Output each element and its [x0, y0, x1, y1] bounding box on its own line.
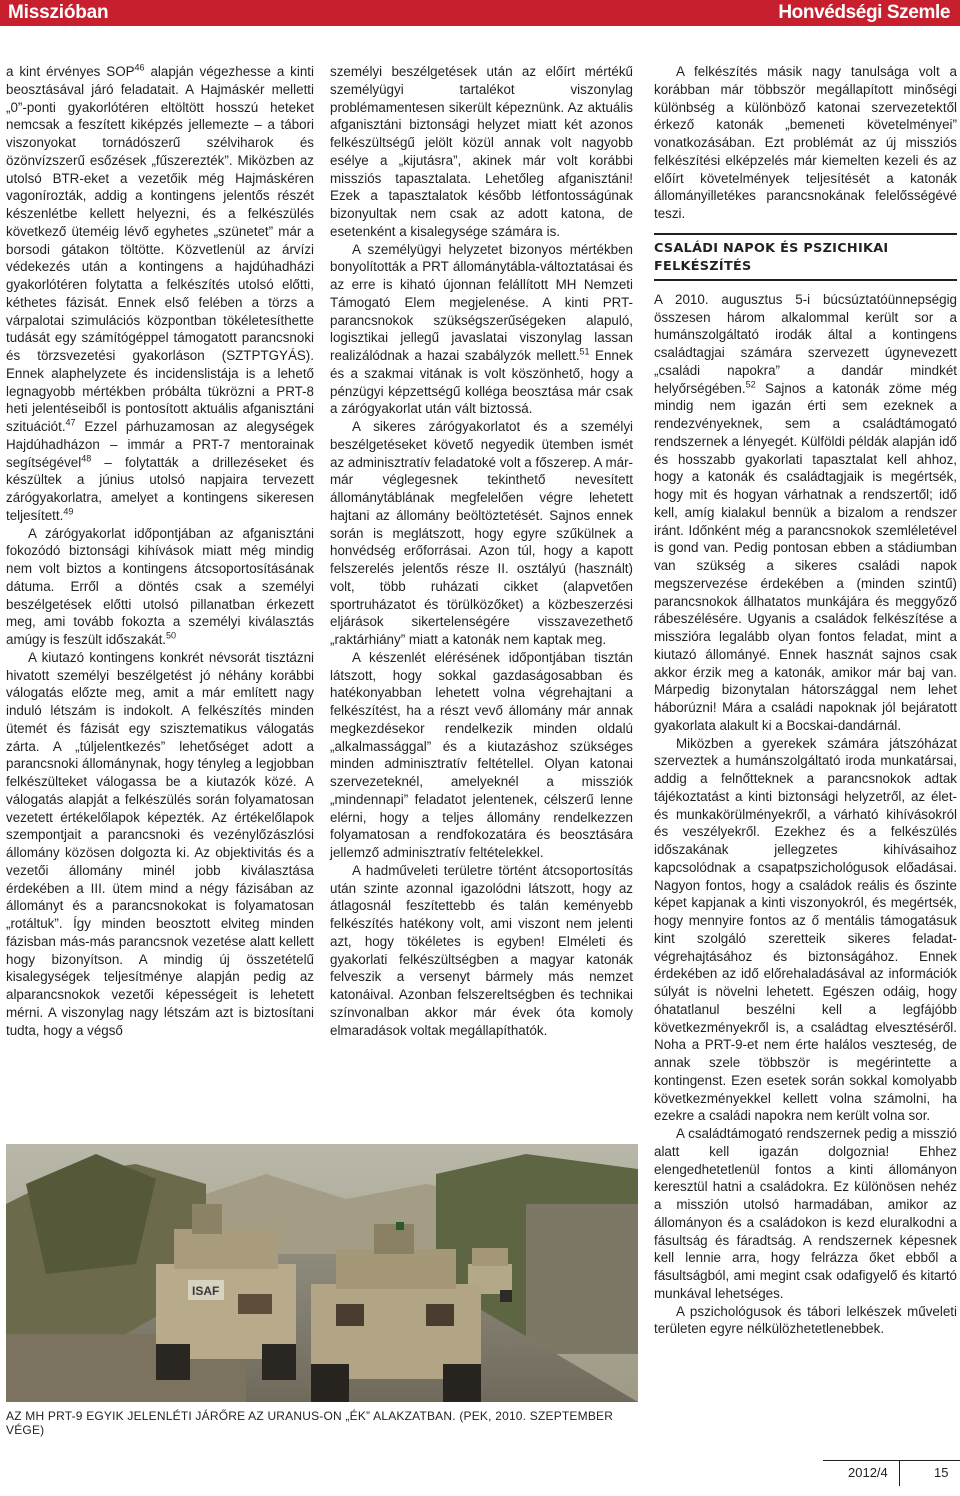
patrol-photo-illustration [6, 1144, 638, 1402]
footnote-ref: 50 [166, 630, 177, 641]
humvee-left [156, 1204, 296, 1380]
paragraph: A családtámogató rendszernek pedig a misszió alatt kell igazán dolgoznia! Ehhez elengedhetetlenül fontos a kinti állományon keresztül hatni a családokra. Ez különösen nehéz a misszión utolsó harmadában, amikor az állományon és a családokon is kezd eluralkodni a fásultság és fáradtság. A rendszernek képesnek kell lennie arra, hogy felrázza őket ebből a fásultságból, ami megint csak odafigyelő és kitartó munkával lehetséges. [654, 1126, 957, 1301]
patrol-photo [6, 1144, 638, 1402]
photo-caption: AZ MH PRT-9 EGYIK JELENLÉTI JÁRŐRE AZ URANUS-ON „ÉK” ALAKZATBAN. (PEK, 2010. SZEPTEMBER VÉGE) [6, 1409, 614, 1437]
paragraph: A személyügyi helyzetet bizonyos mértékben bonyolították a PRT állománytábla-változtatásai és az erre is kiható újonnan felállított MH Nemzeti Támogató Elem megjelenése. A kinti PRT-parancsnokok szükségszerűségeken alapuló, logisztikai jellegű javaslatai viszonylag lassan realizálódnak a hazai szabályzók mellett.$^{51}$ Ennek és a szakmai vitának is volt köszönhető, hogy a pénzügyi képzettségű kolléga beosztása már csak a zárógyakorlat után vált biztossá. [330, 241, 633, 417]
paragraph: A zárógyakorlat időpontjában az afganisztáni fokozódó biztonsági kihívások miatt még mindig nem volt biztos a kontingens átcsoportosításának dátuma. Erről a döntés csak a személyi beszélgetések előtti utolsó pillanatban érkezett meg, ami tovább fokozta a személyi kiválasztás amúgy is feszült időszakát.$^{50}$ [6, 525, 314, 647]
footnote-ref: 51 [579, 346, 590, 357]
building-right [526, 1204, 638, 1354]
paragraph: személyi beszélgetések után az előírt mértékű személyügyi tartalékot viszonylag problémamentesen sikerült képeznünk. Az aktuális afganisztáni biztonsági helyzet miatt két azonos felkészültségű jelölt közül annak volt nagyobb esélye a „kijutásra”, akinek már volt korábbi missziós tapasztalata. Lehetőleg afganisztáni! Ezek a tapasztalatok később létfontosságúnak bizonyultak nem csak az adott katona, de esetenként a kisalegysége számára is. [330, 64, 633, 239]
page-header [0, 0, 960, 26]
paragraph: A felkészítés másik nagy tanulsága volt a korábban már többször megállapított minőségi különbség a különböző katonai szervezetektől érkező katonák „bemeneti követelményei” vonatkozásában. Ezt problémát az új missziós felkészítési elképzelés már kiemelten kezeli és az előírt követelmények teljesítését a katonák állományilletékes parancsnokának felelősségévé teszi. [654, 64, 957, 221]
column-1 [6, 63, 314, 1039]
page-number: 15 [934, 1465, 949, 1480]
footnote-ref: 46 [134, 62, 145, 73]
publication-title: Honvédségi Szemle [778, 2, 950, 23]
footnote-ref: 47 [65, 417, 76, 428]
paragraph: A 2010. augusztus 5-i búcsúztatóünnepségig összesen három alkalommal került sor a humánszolgáltató irodák által a kontingens családtagjai számára szervezett úgynevezett „családi napokra” a dandár mindkét helyőrségében.$^{52}$ Sajnos a katonák zöme még mindig nem igazán érti sem ezeknek a rendezvényeknek, sem a családtámogató rendszernek a lényegét. Külföldi példák alapján idő és hosszabb gyakorlati tapasztalat kell ahhoz, hogy a katonák és családtagjaik is megértsék, hogy mit és hogyan várhatnak a rendszertől; idő kell, amíg kialakul bennük a bizalom a rendszer iránt. Időnként még a parancsnokok szemléletével is gond van. Pedig pontosan ebben a stádiumban van szükség a sikeres családi napok megszervezése érdekében a (minden szintű) parancsnokok állhatatos munkájára és meggyőző rábeszélésére. Ugyanis a családok felkészítése a misszióra legalább olyan fontos feladat, mint a kiutazó állományé. Ennek hasznát sajnos csak akkor érzik meg a katonák, amikor már baj van. Márpedig bizonytalan hátországgal nem lehet háborúzni! Mára a családi napoknak jól bejáratott gyakorlata alakult ki a Bocskai-dandárnál. [654, 291, 957, 733]
paragraph: a kint érvényes SOP$^{46}$ alapján végezhesse a kinti beosztásával járó feladatait. A Hajmáskér melletti „0”-ponti gyakorlótéren eltöltött hosszú heteket nemcsak a feszített kiképzés jellemezte – a tábori viszonyokat tornádószerű szélviharok és özönvízszerű esőzések „fűszerezték”. Miközben az utolsó BTR-eket a vezetőik még Hajmáskéren vagonírozták, addig a kontingens jelentős részét készenlétbe kellett helyezni, és a felkészülés következő üteméig lévő egyhetes „szünetet” már a borsodi gátakon töltötte. Közvetlenül az árvízi védekezés után a kontingens a hajdúhadházi gyakorlótéren folytatta a felkészítés utolsó előtti, kéthetes fázisát. Ennek első felében a törzs a várpalotai szimulációs központban tökéletesíthette tudását egy számítógéppel támogatott parancsnoki és törzsvezetési gyakorláson (SZTPTGYÁS). Ennek alaphelyzete és incidenslistája is a lehető legnagyobb mértékben próbálta tükrözni a PRT-8 heti jelentéseiből is pontosított aktuális afganisztáni szituációt.$^{47}$ Ezzel párhuzamosan az alegységek Hajdúhadházon – immár a PRT-7 mentorainak segítségével$^{48}$ – folytatták a drillezéseket és készültek a június utolsó napjaira tervezett zárógyakorlatra, amelyet a kontingens sikeresen teljesített.$^{49}$ [6, 62, 314, 523]
footnote-ref: 48 [81, 453, 92, 464]
column-2 [330, 63, 633, 1039]
paragraph: A kiutazó kontingens konkrét névsorát tisztázni hivatott személyi beszélgetést jó néhány korábbi válogatás előzte meg, amit a már említett nagy induló létszám is indokolt. A felkészítés minden ütemét és fázisát egy szisztematikus válogatás zárta. A „túljelentkezés” lehetőséget adott a parancsnoki állománynak, hogy tényleg a legjobban felkészülteket válogassa be a kiutazók közé. A válogatás alapját a felkészülés során folyamatosan vezetett értékelőlapok képezték. Az értékelőlapok szempontjait a parancsnoki és vezénylőzászlósi állomány közösen dolgozta ki. Az objektivitás és a vezetői állomány minél jobb kiválasztása érdekében a III. ütem mind a négy fázisában az állományt és a parancsnokokat is folyamatosan „rotáltuk”. Így minden beosztott elviteg minden fázisban más-más parancsnok vezetése alatt kellett hogy bizonyítson. A mindig új összetételű kisalegységek teljesítménye alapján pedig az alparancsnokok vezetői képességeit is lehetett mérni. A viszonylag nagy létszám azt is biztosítani tudta, hogy a végső [6, 649, 314, 1038]
paragraph: Miközben a gyerekek számára játszóházat szerveztek a humánszolgáltató iroda munkatársai, addig a felnőtteknek a parancsnokok adtak tájékoztatást a kinti biztonsági helyzetről, az élet- és munkakörülményekről, a várható kihívásokról és veszélyekről. Ezekhez és a felkészülés időszakának jellegzetes kihívásaihoz kapcsolódnak a csapatpszichológusok előadásai. Nagyon fontos, hogy a családok reális és őszinte képet kapjanak a kinti viszonyokról, és megértsék, hogy mennyire fontos az ő mentális támogatásuk kint szolgáló szeretteik sikeres feladat-végrehajtásához és biztonságához. Ennek érdekében az idő előrehaladásával az információk súlyát is növelni lehetett. Egészen odáig, hogy óhatatlanul beszélni kell a legfájóbb következményekről is, a családtag elvesztéséről. Noha a PRT-9-et nem érte halálos veszteség, de annak szele többször is megérintette a kontingenst. Ezen esetek során sokkal komolyabb következményekkel kellett volna számolni, ha ezekre a családi napokra nem került volna sor. [654, 735, 957, 1124]
paragraph: A pszichológusok és tábori lelkészek műveleti területen egyre nélkülözhetetlenebbek. [654, 1303, 957, 1337]
footnote-ref: 52 [745, 379, 756, 390]
footnote-ref: 49 [63, 506, 74, 517]
paragraph: A hadműveleti területre történt átcsoportosítás után szinte azonnal igazolódni látszott, hogy az átlagosnál feszítettebb és talán keményebb felkészítés hatékony volt, ami viszont nem jelenti azt, hogy tökéletes is egyben! Elméleti és gyakorlati felkészültségben a magyar katonák felveszik a versenyt bármely más nemzet katonáival. Azonban felszereltségben és technikai színvonalban akkor már évek óta komoly elmaradások voltak megállapíthatók. [330, 862, 633, 1038]
footer-divider [899, 1460, 900, 1486]
column-3 [654, 63, 957, 1338]
footer-rule [823, 1460, 960, 1461]
paragraph: A készenlét elérésének időpontjában tisztán látszott, hogy sokkal gazdaságosabban és hatékonyabban lehetett volna végrehajtani a felkészítést, ha a részt vevő állomány már annak megkezdésekor rendelkezik minden oldalú „alkalmassággal” és a kiutazáshoz szükséges minden adminisztratív feltétellel. Olyan katonai szervezeteknél, amelyeknél a missziók „mindennapi” feladatot jelentenek, célszerű lenne elérni, hogy a teljes állomány rendelkezzen folyamatosan a rendfokozatára és beosztására jellemző adminisztratív feltételekkel. [330, 649, 633, 860]
flag-marker [396, 1222, 404, 1230]
isaf-marking: ISAF [192, 1284, 220, 1298]
section-title: Misszióban [8, 2, 109, 23]
issue-number: 2012/4 [848, 1465, 888, 1480]
paragraph: A sikeres zárógyakorlatot és a személyi beszélgetéseket követő negyedik ütemben ismét az adminisztratív feladatoké volt a főszerep. A már-már véglegesnek tekinthető nevesített állománytáblának megfelelően végre lehetett hajtani az állomány beöltöztetését. Sajnos ennek során is meglátszott, hogy egyre szűkülnek a honvédség erőforrásai. Azon túl, hogy a kapott felszerelés jelentős része II. osztályú (használt) volt, több ruházati cikket (alapvetően sportruházatot és törülközőket) a közbeszerzési eljárások sikertelenségére visszavezethető „raktárhiány” miatt a katonák nem kaptak meg. [330, 419, 633, 647]
section-heading: CSALÁDI NAPOK ÉS PSZICHIKAI FELKÉSZÍTÉS [654, 233, 957, 281]
humvee-center [311, 1224, 481, 1402]
